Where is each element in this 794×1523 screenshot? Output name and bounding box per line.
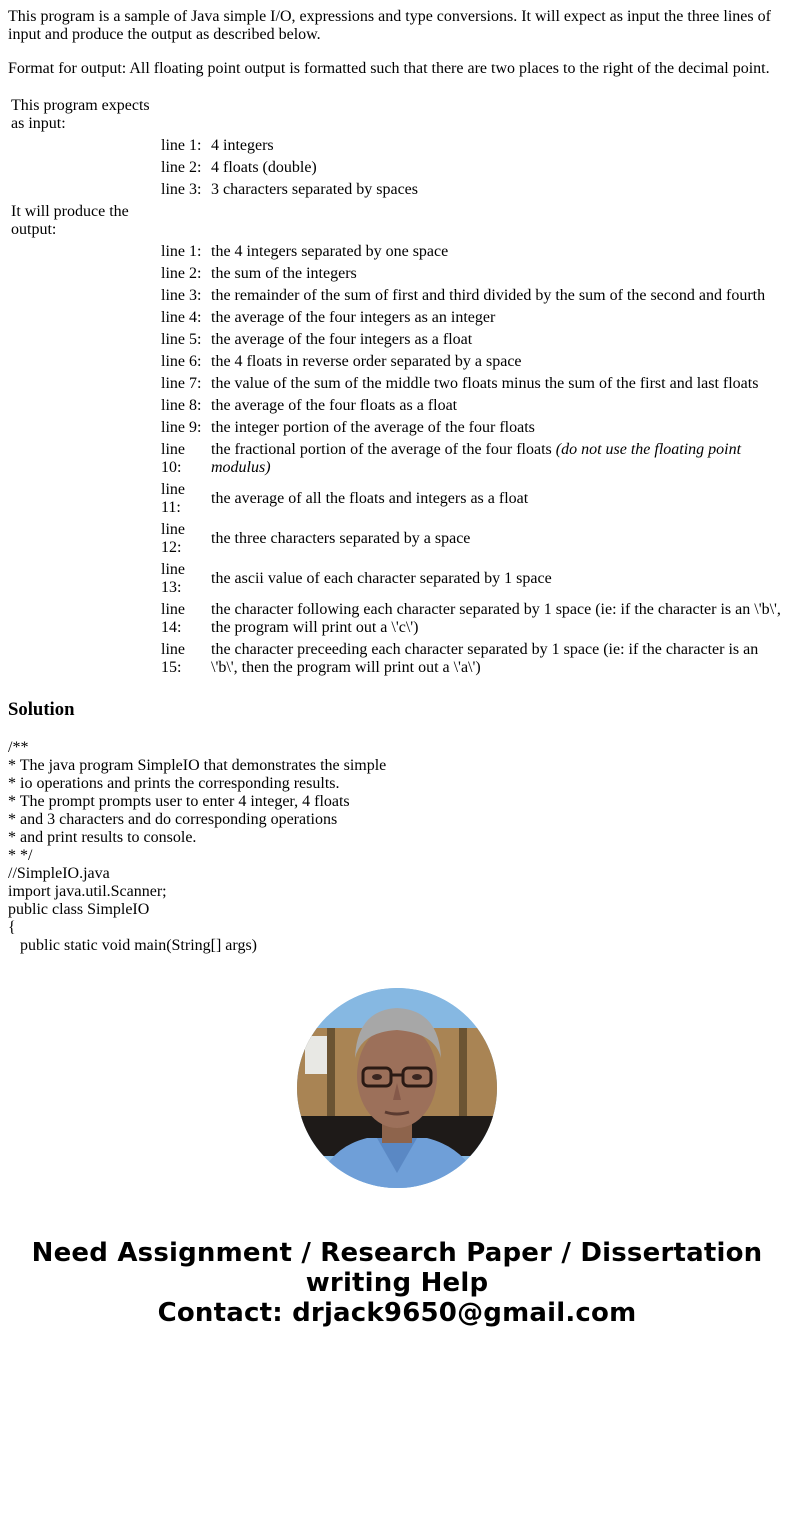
code-line: * and 3 characters and do corresponding operations — [8, 811, 338, 828]
line-description: the ascii value of each character separated by 1 space — [211, 570, 552, 587]
line-description: the fractional portion of the average of the four floats (do not use the floating point modulus) — [211, 441, 742, 476]
output-heading-row — [10, 202, 782, 240]
input-row — [10, 180, 782, 200]
line-label: line 7: — [161, 375, 202, 392]
line-label: line 15: — [161, 641, 185, 676]
output-row — [10, 480, 782, 518]
line-description: the three characters separated by a space — [211, 530, 471, 547]
format-paragraph: Format for output: All floating point output is formatted such that there are two places to the right of the decimal point. — [8, 60, 770, 77]
line-label: line 12: — [161, 521, 185, 556]
code-line: { — [8, 919, 16, 936]
promo-line-1: Need Assignment / Research Paper / Dissertation — [31, 1238, 763, 1268]
code-line: * The prompt prompts user to enter 4 integer, 4 floats — [8, 793, 350, 810]
output-row — [10, 396, 782, 416]
line-label: line 4: — [161, 309, 202, 326]
input-row — [10, 158, 782, 178]
line-description: the average of the four floats as a float — [211, 397, 458, 414]
input-heading: This program expects as input: — [11, 97, 150, 132]
output-row — [10, 308, 782, 328]
line-label: line 3: — [161, 287, 202, 304]
line-label: line 5: — [161, 331, 202, 348]
line-label: line 11: — [161, 481, 185, 516]
output-row — [10, 242, 782, 262]
code-line: * */ — [8, 847, 33, 864]
output-row — [10, 560, 782, 598]
output-row — [10, 352, 782, 372]
line-description: 4 integers — [211, 137, 274, 154]
line-description: 4 floats (double) — [211, 159, 317, 176]
line-label: line 14: — [161, 601, 185, 636]
code-line: public class SimpleIO — [8, 901, 150, 918]
italic-note: (do not use the floating point modulus) — [211, 441, 742, 476]
line-label: line 2: — [161, 265, 202, 282]
output-row — [10, 520, 782, 558]
code-line: * and print results to console. — [8, 829, 197, 846]
output-row — [10, 640, 782, 678]
input-row — [10, 136, 782, 156]
output-row — [10, 330, 782, 350]
line-label: line 8: — [161, 397, 202, 414]
code-line: * The java program SimpleIO that demonstrates the simple — [8, 757, 387, 774]
output-heading: It will produce the output: — [11, 203, 129, 238]
input-heading-row — [10, 96, 782, 134]
io-spec-table — [8, 94, 784, 680]
line-description: the value of the sum of the middle two floats minus the sum of the first and last floats — [211, 375, 759, 392]
line-description: the remainder of the sum of first and third divided by the sum of the second and fourth — [211, 287, 766, 304]
output-row — [10, 374, 782, 394]
solution-code — [8, 739, 786, 957]
line-label: line 1: — [161, 137, 202, 154]
avatar-container — [0, 988, 794, 1188]
promo-banner — [0, 1238, 794, 1352]
line-label: line 9: — [161, 419, 202, 436]
code-line: public static void main(String[] args) — [8, 937, 257, 954]
line-description: the average of the four integers as a float — [211, 331, 473, 348]
promo-line-2: writing Help — [305, 1268, 489, 1298]
solution-heading: Solution — [8, 699, 75, 720]
line-description: the integer portion of the average of the four floats — [211, 419, 535, 436]
output-row — [10, 286, 782, 306]
output-row — [10, 264, 782, 284]
person-photo-avatar-icon — [297, 988, 497, 1188]
line-description: the character following each character separated by 1 space (ie: if the character is an \'b\', the program will print out a \'c\') — [211, 601, 781, 636]
line-label: line 3: — [161, 181, 202, 198]
avatar — [297, 988, 497, 1188]
line-label: line 2: — [161, 159, 202, 176]
output-row — [10, 600, 782, 638]
line-description: the average of the four integers as an integer — [211, 309, 496, 326]
line-description: 3 characters separated by spaces — [211, 181, 418, 198]
line-description: the 4 floats in reverse order separated by a space — [211, 353, 522, 370]
line-description: the character preceeding each character separated by 1 space (ie: if the character is an \'b\', then the program will print out a \'a\') — [211, 641, 759, 676]
line-description: the average of all the floats and integers as a float — [211, 490, 529, 507]
code-line: import java.util.Scanner; — [8, 883, 167, 900]
line-label: line 6: — [161, 353, 202, 370]
output-row — [10, 418, 782, 438]
line-description: the 4 integers separated by one space — [211, 243, 449, 260]
line-label: line 13: — [161, 561, 185, 596]
code-line: //SimpleIO.java — [8, 865, 110, 882]
code-line: /** — [8, 739, 29, 756]
line-label: line 10: — [161, 441, 185, 476]
promo-contact: Contact: drjack9650@gmail.com — [157, 1298, 637, 1328]
line-description: the sum of the integers — [211, 265, 357, 282]
code-line: * io operations and prints the corresponding results. — [8, 775, 340, 792]
line-label: line 1: — [161, 243, 202, 260]
output-row — [10, 440, 782, 478]
intro-paragraph: This program is a sample of Java simple I/O, expressions and type conversions. It will expect as input the three lines of input and produce the output as described below. — [8, 8, 771, 43]
